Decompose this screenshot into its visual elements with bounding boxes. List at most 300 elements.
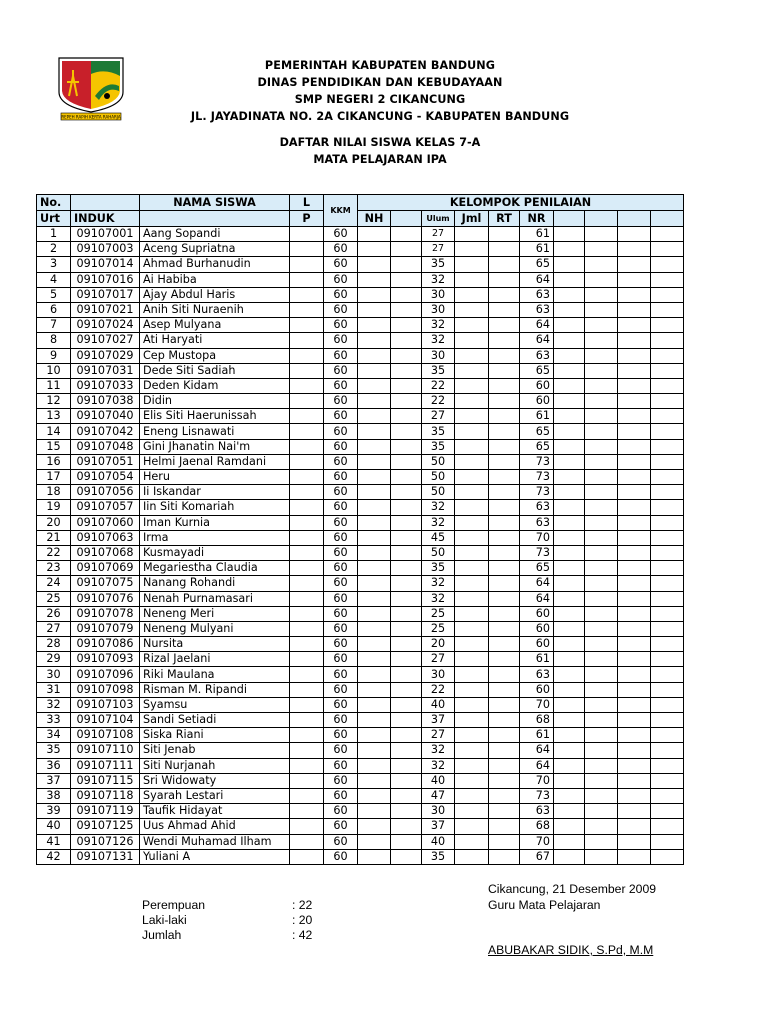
cell-no: 3 <box>37 257 71 272</box>
cell-jml <box>455 439 489 454</box>
cell-blank <box>391 333 422 348</box>
cell-nr: 64 <box>520 591 554 606</box>
cell-gender <box>290 667 324 682</box>
cell-jml <box>455 302 489 317</box>
cell-nama: Nursita <box>140 637 290 652</box>
cell-blank <box>651 773 684 788</box>
cell-nh <box>358 849 391 864</box>
cell-nama: Syamsu <box>140 697 290 712</box>
cell-blank <box>651 333 684 348</box>
cell-induk: 09107110 <box>71 743 140 758</box>
cell-blank <box>585 788 618 803</box>
cell-nr: 67 <box>520 849 554 864</box>
cell-nh <box>358 530 391 545</box>
cell-blank <box>585 682 618 697</box>
cell-nr: 73 <box>520 485 554 500</box>
cell-jml <box>455 257 489 272</box>
cell-no: 12 <box>37 394 71 409</box>
cell-rt <box>489 424 520 439</box>
cell-no: 39 <box>37 804 71 819</box>
header-nama: NAMA SISWA <box>140 195 290 211</box>
cell-induk: 09107027 <box>71 333 140 348</box>
cell-rt <box>489 788 520 803</box>
cell-jml <box>455 788 489 803</box>
cell-blank <box>585 272 618 287</box>
cell-blank <box>618 743 651 758</box>
cell-nama: Elis Siti Haerunissah <box>140 409 290 424</box>
cell-jml <box>455 728 489 743</box>
table-row <box>37 302 684 317</box>
cell-no: 27 <box>37 621 71 636</box>
cell-blank <box>618 424 651 439</box>
cell-kkm: 60 <box>324 713 358 728</box>
cell-nama: Cep Mustopa <box>140 348 290 363</box>
cell-blank <box>618 409 651 424</box>
cell-nr: 68 <box>520 713 554 728</box>
cell-gender <box>290 470 324 485</box>
cell-induk: 09107003 <box>71 242 140 257</box>
cell-ulum: 20 <box>422 637 455 652</box>
cell-no: 33 <box>37 713 71 728</box>
cell-nh <box>358 773 391 788</box>
cell-blank <box>554 257 585 272</box>
header-blank <box>618 211 651 227</box>
cell-blank <box>651 424 684 439</box>
cell-blank <box>554 682 585 697</box>
header-ulum: Ulum <box>422 211 455 227</box>
cell-induk: 09107048 <box>71 439 140 454</box>
cell-ulum: 30 <box>422 302 455 317</box>
cell-blank <box>391 470 422 485</box>
cell-blank <box>391 652 422 667</box>
cell-jml <box>455 606 489 621</box>
cell-induk: 09107001 <box>71 227 140 242</box>
header-blank <box>391 211 422 227</box>
cell-nama: Sandi Setiadi <box>140 713 290 728</box>
table-row <box>37 530 684 545</box>
cell-induk: 09107040 <box>71 409 140 424</box>
table-row <box>37 318 684 333</box>
cell-induk: 09107086 <box>71 637 140 652</box>
table-row <box>37 713 684 728</box>
cell-no: 28 <box>37 637 71 652</box>
cell-blank <box>391 591 422 606</box>
cell-rt <box>489 242 520 257</box>
cell-blank <box>618 378 651 393</box>
cell-rt <box>489 697 520 712</box>
cell-rt <box>489 409 520 424</box>
cell-nama: Taufik Hidayat <box>140 804 290 819</box>
cell-jml <box>455 409 489 424</box>
cell-gender <box>290 409 324 424</box>
cell-blank <box>618 621 651 636</box>
cell-blank <box>585 500 618 515</box>
cell-nama: Deden Kidam <box>140 378 290 393</box>
table-row <box>37 682 684 697</box>
cell-blank <box>554 470 585 485</box>
cell-nh <box>358 697 391 712</box>
cell-jml <box>455 227 489 242</box>
cell-gender <box>290 834 324 849</box>
cell-kkm: 60 <box>324 728 358 743</box>
cell-blank <box>618 804 651 819</box>
cell-gender <box>290 454 324 469</box>
cell-gender <box>290 561 324 576</box>
cell-kkm: 60 <box>324 515 358 530</box>
cell-kkm: 60 <box>324 424 358 439</box>
cell-gender <box>290 849 324 864</box>
cell-rt <box>489 363 520 378</box>
header-blank <box>71 195 140 211</box>
cell-jml <box>455 378 489 393</box>
cell-blank <box>554 652 585 667</box>
cell-induk: 09107126 <box>71 834 140 849</box>
cell-no: 2 <box>37 242 71 257</box>
cell-no: 29 <box>37 652 71 667</box>
cell-gender <box>290 242 324 257</box>
cell-blank <box>651 788 684 803</box>
cell-blank <box>554 591 585 606</box>
cell-no: 24 <box>37 576 71 591</box>
cell-rt <box>489 348 520 363</box>
cell-no: 14 <box>37 424 71 439</box>
cell-nh <box>358 591 391 606</box>
cell-nr: 68 <box>520 819 554 834</box>
cell-ulum: 37 <box>422 819 455 834</box>
cell-kkm: 60 <box>324 682 358 697</box>
cell-blank <box>554 849 585 864</box>
cell-kkm: 60 <box>324 394 358 409</box>
cell-rt <box>489 621 520 636</box>
cell-induk: 09107103 <box>71 697 140 712</box>
cell-nr: 73 <box>520 545 554 560</box>
cell-blank <box>618 788 651 803</box>
cell-blank <box>554 758 585 773</box>
cell-blank <box>554 515 585 530</box>
cell-blank <box>618 302 651 317</box>
cell-blank <box>585 758 618 773</box>
cell-gender <box>290 697 324 712</box>
summary-perempuan-value: : 22 <box>292 898 313 912</box>
cell-blank <box>651 667 684 682</box>
cell-blank <box>585 333 618 348</box>
cell-blank <box>391 819 422 834</box>
cell-blank <box>585 485 618 500</box>
cell-nr: 65 <box>520 439 554 454</box>
cell-nh <box>358 287 391 302</box>
cell-no: 35 <box>37 743 71 758</box>
cell-ulum: 30 <box>422 348 455 363</box>
cell-nr: 65 <box>520 561 554 576</box>
cell-induk: 09107029 <box>71 348 140 363</box>
cell-blank <box>618 485 651 500</box>
cell-rt <box>489 257 520 272</box>
summary-perempuan-label: Perempuan <box>142 898 206 912</box>
cell-kkm: 60 <box>324 697 358 712</box>
cell-blank <box>585 591 618 606</box>
table-header-row-2 <box>37 211 684 227</box>
cell-no: 34 <box>37 728 71 743</box>
cell-blank <box>651 439 684 454</box>
cell-blank <box>554 500 585 515</box>
cell-nh <box>358 804 391 819</box>
cell-nama: Gini Jhanatin Nai'm <box>140 439 290 454</box>
cell-nama: Megariestha Claudia <box>140 561 290 576</box>
cell-blank <box>651 637 684 652</box>
cell-blank <box>554 287 585 302</box>
cell-blank <box>651 819 684 834</box>
header-blank <box>585 211 618 227</box>
cell-induk: 09107118 <box>71 788 140 803</box>
cell-no: 26 <box>37 606 71 621</box>
cell-blank <box>585 227 618 242</box>
cell-induk: 09107069 <box>71 561 140 576</box>
cell-nh <box>358 515 391 530</box>
cell-kkm: 60 <box>324 485 358 500</box>
cell-blank <box>554 804 585 819</box>
cell-blank <box>585 545 618 560</box>
cell-nama: Didin <box>140 394 290 409</box>
cell-nama: Nenah Purnamasari <box>140 591 290 606</box>
cell-blank <box>585 834 618 849</box>
cell-rt <box>489 819 520 834</box>
cell-kkm: 60 <box>324 318 358 333</box>
header-nr: NR <box>520 211 554 227</box>
cell-blank <box>651 530 684 545</box>
header-p: P <box>290 211 324 227</box>
cell-nama: Eneng Lisnawati <box>140 424 290 439</box>
cell-ulum: 37 <box>422 713 455 728</box>
cell-blank <box>651 652 684 667</box>
cell-ulum: 45 <box>422 530 455 545</box>
table-row <box>37 348 684 363</box>
cell-rt <box>489 758 520 773</box>
cell-blank <box>391 485 422 500</box>
cell-nama: Nanang Rohandi <box>140 576 290 591</box>
cell-rt <box>489 713 520 728</box>
cell-gender <box>290 515 324 530</box>
cell-blank <box>554 788 585 803</box>
cell-blank <box>618 697 651 712</box>
cell-no: 17 <box>37 470 71 485</box>
cell-blank <box>651 242 684 257</box>
cell-ulum: 50 <box>422 454 455 469</box>
cell-rt <box>489 728 520 743</box>
cell-rt <box>489 454 520 469</box>
cell-no: 18 <box>37 485 71 500</box>
table-row <box>37 576 684 591</box>
cell-nh <box>358 242 391 257</box>
cell-blank <box>651 454 684 469</box>
cell-nh <box>358 302 391 317</box>
cell-jml <box>455 834 489 849</box>
cell-kkm: 60 <box>324 333 358 348</box>
cell-kkm: 60 <box>324 621 358 636</box>
cell-blank <box>391 606 422 621</box>
table-row <box>37 834 684 849</box>
table-row <box>37 545 684 560</box>
header-kelompok-penilaian: KELOMPOK PENILAIAN <box>358 195 684 211</box>
cell-nh <box>358 485 391 500</box>
cell-blank <box>618 576 651 591</box>
document-title <box>130 134 630 168</box>
cell-induk: 09107060 <box>71 515 140 530</box>
cell-jml <box>455 743 489 758</box>
cell-nr: 60 <box>520 621 554 636</box>
cell-nama: Ahmad Burhanudin <box>140 257 290 272</box>
cell-nr: 61 <box>520 652 554 667</box>
table-row <box>37 394 684 409</box>
cell-nh <box>358 394 391 409</box>
cell-jml <box>455 652 489 667</box>
cell-blank <box>585 743 618 758</box>
cell-nh <box>358 576 391 591</box>
title-subject: MATA PELAJARAN IPA <box>313 153 447 166</box>
summary-laki-value: : 20 <box>292 913 313 927</box>
cell-no: 4 <box>37 272 71 287</box>
cell-blank <box>554 272 585 287</box>
school-emblem-logo <box>55 56 127 122</box>
cell-blank <box>651 485 684 500</box>
cell-ulum: 35 <box>422 257 455 272</box>
cell-blank <box>554 743 585 758</box>
cell-blank <box>585 561 618 576</box>
table-row <box>37 515 684 530</box>
cell-blank <box>651 394 684 409</box>
cell-nr: 70 <box>520 773 554 788</box>
cell-ulum: 50 <box>422 470 455 485</box>
cell-jml <box>455 348 489 363</box>
cell-blank <box>651 272 684 287</box>
cell-blank <box>554 394 585 409</box>
cell-blank <box>554 697 585 712</box>
cell-nr: 65 <box>520 424 554 439</box>
cell-blank <box>651 697 684 712</box>
cell-nh <box>358 652 391 667</box>
cell-nr: 73 <box>520 470 554 485</box>
summary-jumlah-label: Jumlah <box>142 928 182 942</box>
cell-blank <box>391 515 422 530</box>
cell-nr: 64 <box>520 272 554 287</box>
cell-blank <box>651 363 684 378</box>
header-blank <box>651 211 684 227</box>
cell-blank <box>554 621 585 636</box>
cell-jml <box>455 363 489 378</box>
cell-blank <box>651 287 684 302</box>
cell-nh <box>358 561 391 576</box>
cell-rt <box>489 333 520 348</box>
cell-blank <box>618 242 651 257</box>
cell-nama: Kusmayadi <box>140 545 290 560</box>
cell-blank <box>618 819 651 834</box>
cell-kkm: 60 <box>324 272 358 287</box>
cell-blank <box>651 409 684 424</box>
cell-nh <box>358 348 391 363</box>
cell-nr: 63 <box>520 500 554 515</box>
cell-blank <box>585 576 618 591</box>
cell-rt <box>489 804 520 819</box>
cell-induk: 09107104 <box>71 713 140 728</box>
cell-blank <box>618 333 651 348</box>
cell-blank <box>554 576 585 591</box>
cell-blank <box>585 530 618 545</box>
cell-induk: 09107017 <box>71 287 140 302</box>
cell-blank <box>651 606 684 621</box>
cell-rt <box>489 394 520 409</box>
cell-blank <box>618 834 651 849</box>
cell-blank <box>618 439 651 454</box>
cell-ulum: 32 <box>422 758 455 773</box>
cell-nh <box>358 621 391 636</box>
table-row <box>37 272 684 287</box>
cell-nh <box>358 758 391 773</box>
cell-blank <box>554 348 585 363</box>
cell-blank <box>618 500 651 515</box>
cell-nama: Uus Ahmad Ahid <box>140 819 290 834</box>
cell-blank <box>618 227 651 242</box>
cell-blank <box>391 363 422 378</box>
cell-blank <box>391 424 422 439</box>
cell-induk: 09107054 <box>71 470 140 485</box>
cell-blank <box>391 439 422 454</box>
table-row <box>37 621 684 636</box>
table-row <box>37 788 684 803</box>
cell-ulum: 32 <box>422 515 455 530</box>
cell-blank <box>618 849 651 864</box>
cell-induk: 09107014 <box>71 257 140 272</box>
header-no: No. <box>37 195 71 211</box>
cell-no: 15 <box>37 439 71 454</box>
cell-nr: 60 <box>520 606 554 621</box>
cell-nama: Rizal Jaelani <box>140 652 290 667</box>
cell-ulum: 35 <box>422 561 455 576</box>
cell-no: 20 <box>37 515 71 530</box>
cell-ulum: 22 <box>422 378 455 393</box>
cell-gender <box>290 257 324 272</box>
title-class: DAFTAR NILAI SISWA KELAS 7-A <box>279 136 481 149</box>
cell-jml <box>455 515 489 530</box>
cell-blank <box>651 470 684 485</box>
cell-gender <box>290 788 324 803</box>
cell-blank <box>618 454 651 469</box>
letterhead-address: JL. JAYADINATA NO. 2A CIKANCUNG - KABUPATEN BANDUNG <box>190 110 570 123</box>
cell-kkm: 60 <box>324 545 358 560</box>
cell-blank <box>391 576 422 591</box>
cell-blank <box>585 773 618 788</box>
cell-ulum: 27 <box>422 227 455 242</box>
cell-blank <box>651 378 684 393</box>
cell-nr: 65 <box>520 363 554 378</box>
cell-induk: 09107096 <box>71 667 140 682</box>
cell-ulum: 25 <box>422 621 455 636</box>
cell-blank <box>651 348 684 363</box>
cell-jml <box>455 333 489 348</box>
cell-nama: Iman Kurnia <box>140 515 290 530</box>
cell-induk: 09107056 <box>71 485 140 500</box>
cell-nh <box>358 424 391 439</box>
cell-blank <box>391 378 422 393</box>
cell-blank <box>618 287 651 302</box>
cell-rt <box>489 515 520 530</box>
cell-nh <box>358 682 391 697</box>
cell-nr: 63 <box>520 804 554 819</box>
cell-jml <box>455 242 489 257</box>
cell-kkm: 60 <box>324 363 358 378</box>
cell-blank <box>618 545 651 560</box>
cell-nr: 63 <box>520 287 554 302</box>
cell-gender <box>290 576 324 591</box>
cell-no: 31 <box>37 682 71 697</box>
